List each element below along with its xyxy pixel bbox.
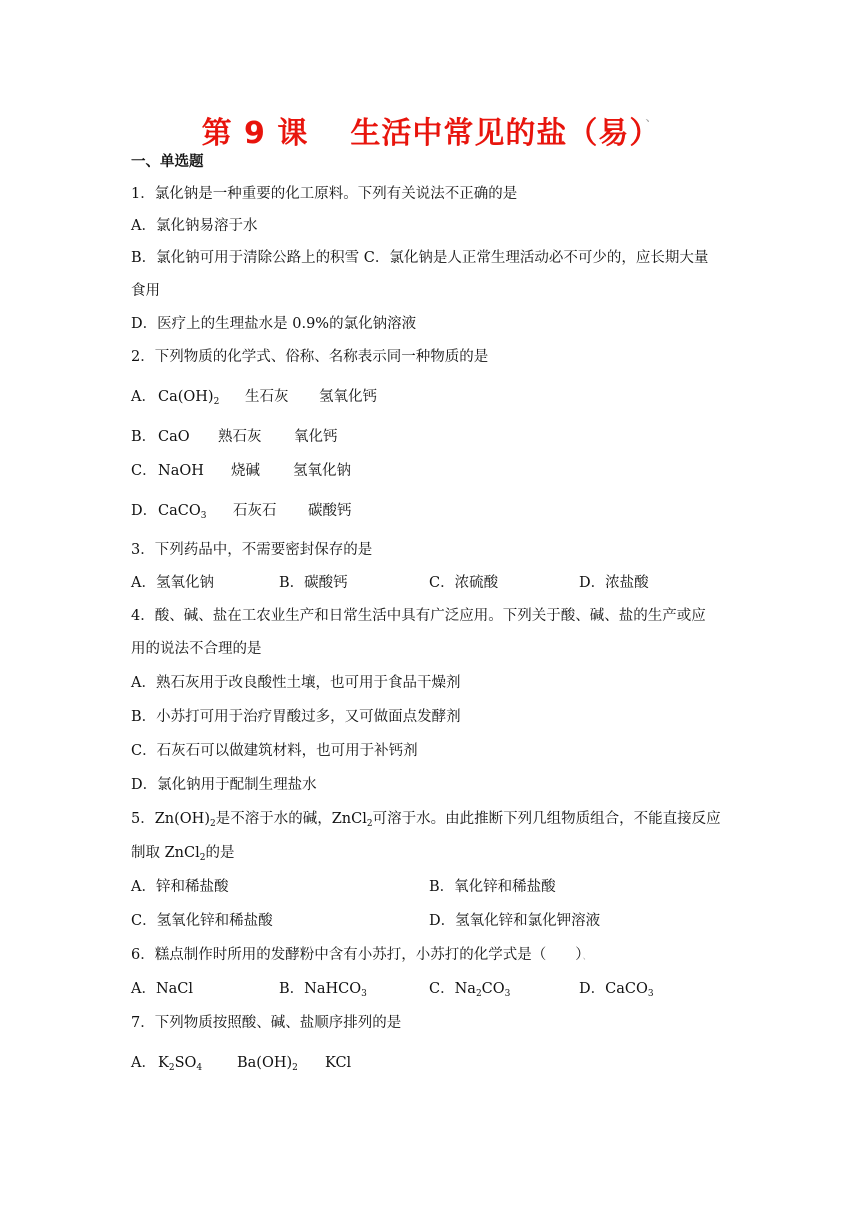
section-heading: 一、单选题 [131, 154, 204, 170]
q5-options-cd: C．氢氧化锌和稀盐酸 D．氢氧化锌和氯化钾溶液 [131, 913, 601, 929]
q3-stem: 3．下列药品中，不需要密封保存的是 [131, 542, 373, 558]
page-title: 第 9 课 生活中常见的盐（易）、 [201, 110, 659, 151]
q5-stem-line2: 制取 ZnCl$_2$的是 [131, 845, 235, 863]
q5-stem-line1: 5．$Zn(OH)_2$是不溶于水的碱，ZnCl$_2$可溶于水。由此推断下列几组物质组合，不能直接反应 [131, 811, 721, 829]
q4-stem-line1: 4．酸、碱、盐在工农业生产和日常生活中具有广泛应用。下列关于酸、碱、盐的生产或应 [131, 608, 706, 624]
q1-stem: 1．氯化钠是一种重要的化工原料。下列有关说法不正确的是 [131, 186, 518, 202]
q4-option-d: D．氯化钠用于配制生理盐水 [131, 777, 317, 793]
q3-options: A．氢氧化钠 B．碳酸钙 C．浓硫酸 D．浓盐酸 [131, 575, 649, 591]
q2-option-d: D．CaCO$_3$ 石灰石 碳酸钙 [131, 503, 352, 521]
q4-option-a: A．熟石灰用于改良酸性土壤，也可用于食品干燥剂 [131, 675, 461, 691]
q6-options: A．NaCl B．NaHCO$_3$ C．$Na_2CO_3$ D．CaCO$_3$ [131, 981, 654, 999]
q2-option-c: C．NaOH 烧碱 氢氧化钠 [131, 463, 351, 479]
q5-options-ab: A．锌和稀盐酸 B．氧化锌和稀盐酸 [131, 879, 556, 895]
q4-option-b: B．小苏打可用于治疗胃酸过多，又可做面点发酵剂 [131, 709, 461, 725]
q6-stem: 6．糕点制作时所用的发酵粉中含有小苏打，小苏打的化学式是（ ）、 [131, 947, 592, 963]
q1-option-d: D．医疗上的生理盐水是 0.9%的氯化钠溶液 [131, 316, 417, 332]
q2-stem: 2．下列物质的化学式、俗称、名称表示同一种物质的是 [131, 349, 489, 365]
q4-option-c: C．石灰石可以做建筑材料，也可用于补钙剂 [131, 743, 418, 759]
q2-option-a: A． $Ca(OH)_2$ 生石灰 氢氧化钙 [131, 389, 377, 407]
q7-stem: 7．下列物质按照酸、碱、盐顺序排列的是 [131, 1015, 402, 1031]
q7-option-a: A． $K_2SO_4$ $Ba(OH)_2$ KCl [131, 1055, 352, 1073]
q4-stem-line2: 用的说法不合理的是 [131, 641, 262, 657]
q1-option-a: A．氯化钠易溶于水 [131, 218, 258, 234]
q1-option-bc: B．氯化钠可用于清除公路上的积雪 C．氯化钠是人正常生理活动必不可少的，应长期大量 [131, 250, 709, 266]
q1-option-c-cont: 食用 [131, 283, 160, 299]
q2-option-b: B． CaO 熟石灰 氧化钙 [131, 429, 338, 445]
